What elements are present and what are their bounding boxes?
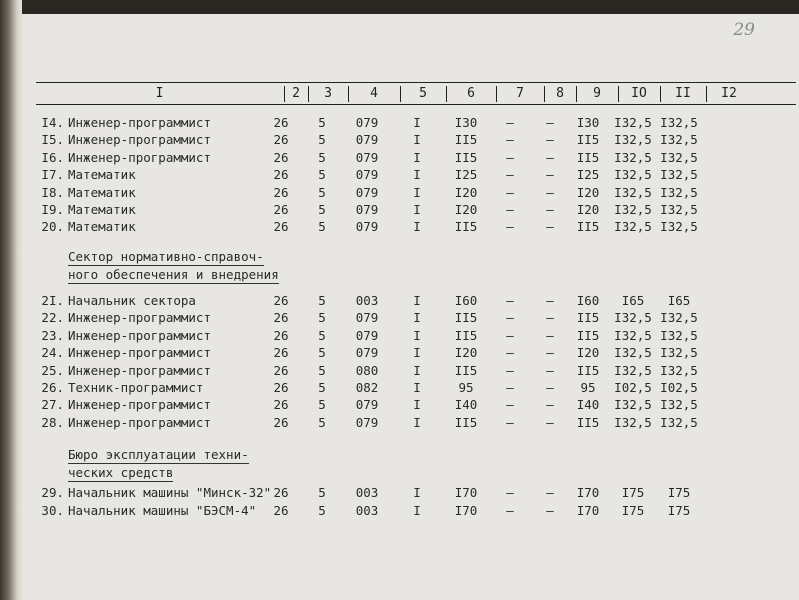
col-4-value: 003: [355, 503, 379, 518]
col-9-value: I70: [576, 485, 600, 500]
col-11-value: I65: [667, 293, 691, 308]
col-10-value: I32,5: [614, 202, 652, 217]
table-row: [22, 396, 799, 413]
col-2-value: 26: [273, 310, 289, 326]
col-11-value: I32,5: [660, 149, 698, 165]
col-header-5: 5: [419, 86, 427, 101]
col-7-value: –: [506, 414, 514, 430]
col-7-value: –: [506, 380, 514, 395]
col-5-value: I: [413, 202, 421, 217]
col-6-value: I25: [454, 167, 478, 183]
col-10-value: I32,5: [614, 327, 652, 343]
col-5-value: I: [413, 115, 421, 130]
row-number: I4.: [41, 115, 64, 130]
col-5-value: I: [413, 310, 421, 326]
col-7-value: –: [506, 219, 514, 235]
col-6-value: I20: [454, 345, 478, 361]
col-11-value: I32,5: [660, 219, 698, 235]
section-heading-bureau: [68, 446, 249, 482]
col-7-value: –: [506, 167, 514, 183]
col-5-value: I: [413, 293, 421, 308]
position-title: Инженер-программист: [68, 115, 211, 130]
section-heading-line: Бюро эксплуатации техни-: [68, 447, 249, 462]
col-3-value: 5: [318, 380, 326, 395]
col-10-value: I32,5: [614, 132, 652, 148]
book-spine: [0, 0, 22, 600]
col-10-value: I02,5: [614, 380, 652, 395]
position-title: Инженер-программист: [68, 132, 211, 148]
col-4-value: 079: [355, 414, 379, 430]
col-7-value: –: [506, 327, 514, 343]
col-6-value: II5: [454, 414, 478, 430]
col-2-value: 26: [273, 485, 289, 500]
col-header-3: 3: [324, 86, 332, 101]
col-3-value: 5: [318, 219, 326, 235]
col-10-value: I32,5: [614, 219, 652, 235]
position-title: Инженер-программист: [68, 310, 211, 326]
col-5-value: I: [413, 503, 421, 518]
col-6-value: II5: [454, 362, 478, 378]
col-6-value: I70: [454, 485, 478, 500]
col-6-value: II5: [454, 327, 478, 343]
row-number: I6.: [41, 149, 64, 165]
col-3-value: 5: [318, 397, 326, 413]
col-2-value: 26: [273, 345, 289, 361]
col-9-value: I20: [576, 202, 600, 217]
col-7-value: –: [506, 293, 514, 308]
col-8-value: –: [546, 219, 554, 235]
col-6-value: I20: [454, 202, 478, 217]
col-6-value: II5: [454, 219, 478, 235]
position-title: Начальник сектора: [68, 293, 196, 308]
col-4-value: 079: [355, 202, 379, 217]
col-2-value: 26: [273, 380, 289, 395]
position-title: Начальник машины "Минск-32": [68, 485, 272, 500]
col-9-value: I70: [576, 503, 600, 518]
col-11-value: I32,5: [660, 184, 698, 200]
col-6-value: I40: [454, 397, 478, 413]
table-row: [22, 344, 799, 361]
col-8-value: –: [546, 503, 554, 518]
col-8-value: –: [546, 414, 554, 430]
position-title: Техник-программист: [68, 380, 204, 395]
col-11-value: I32,5: [660, 327, 698, 343]
col-9-value: I25: [576, 167, 600, 183]
col-8-value: –: [546, 310, 554, 326]
col-8-value: –: [546, 115, 554, 130]
col-4-value: 003: [355, 293, 379, 308]
col-8-value: –: [546, 397, 554, 413]
col-6-value: I30: [454, 115, 478, 130]
col-5-value: I: [413, 380, 421, 395]
col-6-value: I70: [454, 503, 478, 518]
col-10-value: I75: [621, 485, 645, 500]
row-number: 20.: [41, 219, 64, 235]
col-3-value: 5: [318, 327, 326, 343]
row-number: 27.: [41, 397, 64, 413]
position-title: Математик: [68, 184, 136, 200]
col-header-1: I: [155, 86, 164, 101]
section-heading-line: ного обеспечения и внедрения: [68, 267, 279, 282]
col-8-value: –: [546, 202, 554, 217]
col-9-value: I40: [576, 397, 600, 413]
col-7-value: –: [506, 132, 514, 148]
col-11-value: I32,5: [660, 362, 698, 378]
col-5-value: I: [413, 345, 421, 361]
section-heading-nsi: [68, 248, 279, 284]
col-3-value: 5: [318, 362, 326, 378]
col-2-value: 26: [273, 293, 289, 308]
col-10-value: I65: [621, 293, 645, 308]
col-6-value: 95: [458, 380, 474, 395]
row-number: 22.: [41, 310, 64, 326]
col-5-value: I: [413, 132, 421, 148]
table-row: [22, 292, 799, 309]
col-11-value: I75: [667, 485, 691, 500]
col-7-value: –: [506, 149, 514, 165]
col-2-value: 26: [273, 503, 289, 518]
col-11-value: I02,5: [660, 380, 698, 395]
row-number: 28.: [41, 414, 64, 430]
col-2-value: 26: [273, 397, 289, 413]
position-title: Инженер-программист: [68, 397, 211, 413]
col-4-value: 003: [355, 485, 379, 500]
col-3-value: 5: [318, 485, 326, 500]
table-row: [22, 131, 799, 148]
table-row: [22, 362, 799, 379]
column-header-row: [36, 84, 796, 104]
col-2-value: 26: [273, 414, 289, 430]
position-title: Математик: [68, 167, 136, 183]
col-10-value: I32,5: [614, 184, 652, 200]
section-heading-line: Сектор нормативно-справоч-: [68, 249, 264, 264]
col-8-value: –: [546, 485, 554, 500]
col-4-value: 079: [355, 132, 379, 148]
table-row: [22, 309, 799, 326]
col-9-value: II5: [576, 219, 600, 235]
row-number: 26.: [41, 380, 64, 395]
col-8-value: –: [546, 345, 554, 361]
col-7-value: –: [506, 115, 514, 130]
table-row: [22, 184, 799, 201]
col-5-value: I: [413, 184, 421, 200]
col-9-value: II5: [576, 414, 600, 430]
row-number: I5.: [41, 132, 64, 148]
col-4-value: 079: [355, 167, 379, 183]
col-11-value: I32,5: [660, 345, 698, 361]
col-9-value: I20: [576, 184, 600, 200]
row-number: 23.: [41, 327, 64, 343]
col-2-value: 26: [273, 362, 289, 378]
col-5-value: I: [413, 485, 421, 500]
col-7-value: –: [506, 485, 514, 500]
col-6-value: I20: [454, 184, 478, 200]
col-10-value: I32,5: [614, 149, 652, 165]
row-number: I9.: [41, 202, 64, 217]
table-row: [22, 218, 799, 235]
col-6-value: II5: [454, 132, 478, 148]
col-7-value: –: [506, 397, 514, 413]
col-header-7: 7: [516, 86, 524, 101]
position-title: Инженер-программист: [68, 345, 211, 361]
col-4-value: 079: [355, 184, 379, 200]
col-3-value: 5: [318, 132, 326, 148]
col-2-value: 26: [273, 202, 289, 217]
col-3-value: 5: [318, 184, 326, 200]
table-row: [22, 201, 799, 218]
col-4-value: 079: [355, 327, 379, 343]
col-header-4: 4: [370, 86, 378, 101]
document-page: [22, 14, 799, 600]
col-header-2: 2: [292, 86, 300, 101]
row-number: 24.: [41, 345, 64, 361]
col-4-value: 079: [355, 149, 379, 165]
col-8-value: –: [546, 327, 554, 343]
col-3-value: 5: [318, 167, 326, 183]
position-title: Инженер-программист: [68, 327, 211, 343]
col-5-value: I: [413, 362, 421, 378]
position-title: Инженер-программист: [68, 149, 211, 165]
header-top-rule: [36, 82, 796, 83]
col-4-value: 079: [355, 219, 379, 235]
col-7-value: –: [506, 503, 514, 518]
col-5-value: I: [413, 149, 421, 165]
col-10-value: I32,5: [614, 167, 652, 183]
col-7-value: –: [506, 202, 514, 217]
col-11-value: I32,5: [660, 115, 698, 130]
col-5-value: I: [413, 327, 421, 343]
col-8-value: –: [546, 380, 554, 395]
col-2-value: 26: [273, 167, 289, 183]
col-3-value: 5: [318, 115, 326, 130]
col-2-value: 26: [273, 327, 289, 343]
col-7-value: –: [506, 184, 514, 200]
col-2-value: 26: [273, 219, 289, 235]
col-header-9: 9: [593, 86, 601, 101]
col-4-value: 079: [355, 345, 379, 361]
row-number: I8.: [41, 184, 64, 200]
col-header-10: IO: [631, 86, 647, 101]
col-header-6: 6: [467, 86, 475, 101]
col-2-value: 26: [273, 149, 289, 165]
col-3-value: 5: [318, 503, 326, 518]
col-header-11: II: [675, 86, 691, 101]
col-10-value: I32,5: [614, 414, 652, 430]
table-row: [22, 149, 799, 166]
row-number: 30.: [41, 503, 64, 518]
col-10-value: I32,5: [614, 310, 652, 326]
col-4-value: 082: [355, 380, 379, 395]
col-2-value: 26: [273, 132, 289, 148]
table-row: [22, 414, 799, 431]
position-title: Инженер-программист: [68, 414, 211, 430]
col-10-value: I75: [621, 503, 645, 518]
col-4-value: 079: [355, 310, 379, 326]
col-10-value: I32,5: [614, 397, 652, 413]
col-7-value: –: [506, 362, 514, 378]
col-3-value: 5: [318, 345, 326, 361]
col-3-value: 5: [318, 149, 326, 165]
col-10-value: I32,5: [614, 362, 652, 378]
col-8-value: –: [546, 132, 554, 148]
col-3-value: 5: [318, 293, 326, 308]
col-9-value: II5: [576, 149, 600, 165]
col-3-value: 5: [318, 202, 326, 217]
row-number: 25.: [41, 362, 64, 378]
col-11-value: I32,5: [660, 167, 698, 183]
col-7-value: –: [506, 345, 514, 361]
table-row: [22, 502, 799, 519]
col-8-value: –: [546, 293, 554, 308]
position-title: Математик: [68, 202, 136, 217]
col-9-value: I20: [576, 345, 600, 361]
col-8-value: –: [546, 167, 554, 183]
col-11-value: I32,5: [660, 397, 698, 413]
col-6-value: II5: [454, 149, 478, 165]
col-5-value: I: [413, 167, 421, 183]
col-8-value: –: [546, 149, 554, 165]
position-title: Инженер-программист: [68, 362, 211, 378]
col-3-value: 5: [318, 414, 326, 430]
col-5-value: I: [413, 219, 421, 235]
col-4-value: 079: [355, 115, 379, 130]
col-9-value: II5: [576, 132, 600, 148]
col-11-value: I32,5: [660, 414, 698, 430]
col-5-value: I: [413, 397, 421, 413]
row-number: I7.: [41, 167, 64, 183]
table-row: [22, 166, 799, 183]
col-11-value: I32,5: [660, 310, 698, 326]
col-7-value: –: [506, 310, 514, 326]
col-11-value: I32,5: [660, 202, 698, 217]
col-2-value: 26: [273, 115, 289, 130]
col-3-value: 5: [318, 310, 326, 326]
col-4-value: 079: [355, 397, 379, 413]
col-10-value: I32,5: [614, 115, 652, 130]
table-row: [22, 114, 799, 131]
table-row: [22, 379, 799, 396]
col-9-value: I30: [576, 115, 600, 130]
col-10-value: I32,5: [614, 345, 652, 361]
col-8-value: –: [546, 362, 554, 378]
col-header-12: I2: [721, 86, 737, 101]
header-bottom-rule: [36, 104, 796, 105]
table-row: [22, 327, 799, 344]
col-9-value: 95: [580, 380, 596, 395]
col-6-value: I60: [454, 293, 478, 308]
col-11-value: I32,5: [660, 132, 698, 148]
col-5-value: I: [413, 414, 421, 430]
col-11-value: I75: [667, 503, 691, 518]
col-8-value: –: [546, 184, 554, 200]
col-6-value: II5: [454, 310, 478, 326]
col-9-value: I60: [576, 293, 600, 308]
row-number: 29.: [41, 485, 64, 500]
position-title: Начальник машины "БЭСМ-4": [68, 503, 257, 518]
col-9-value: II5: [576, 327, 600, 343]
page-number: 29: [733, 20, 755, 40]
col-9-value: II5: [576, 362, 600, 378]
position-title: Математик: [68, 219, 136, 235]
col-9-value: II5: [576, 310, 600, 326]
col-4-value: 080: [355, 362, 379, 378]
section-heading-line: ческих средств: [68, 465, 174, 480]
row-number: 2I.: [41, 293, 64, 308]
col-header-8: 8: [556, 86, 564, 101]
col-2-value: 26: [273, 184, 289, 200]
table-row: [22, 484, 799, 501]
